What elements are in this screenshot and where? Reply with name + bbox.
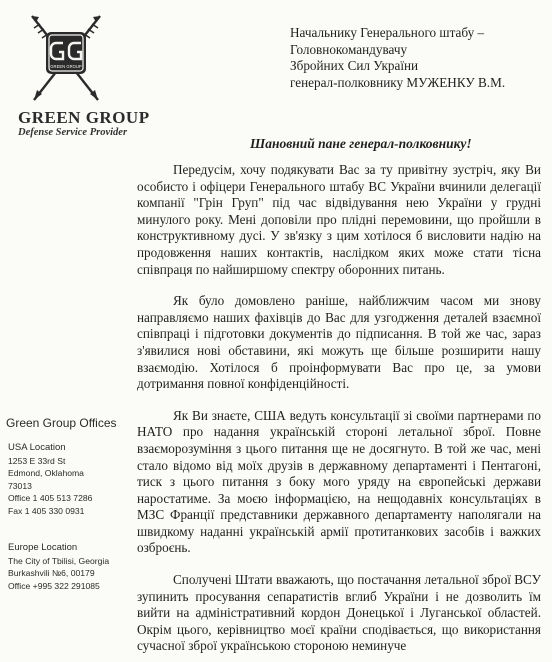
phone-line: Office +995 322 291085 xyxy=(8,580,100,591)
location-title: Europe Location xyxy=(8,542,78,553)
paragraph: Передусім, хочу подякувати Вас за ту привітну зустріч, яку Ви особисто і офіцери Генерального штабу ВС України вчинили делегації компанії "Грін Груп" під час відвідування нею України у грудні минулого року. Мені доповіли про плідні перемовини, що пройшли в конструктивному дусі. У зв'язку з цим хотілося б висловити надію на продовження наших контактів, наслідком яких може стати тісна співпраця по найширшому спектру оборонних питань. xyxy=(137,162,541,277)
address-line: Burkashvili №6, 00179 xyxy=(8,568,95,578)
phone-line: Office 1 405 513 7286 xyxy=(8,493,93,503)
addressee-line: генерал-полковнику МУЖЕНКУ В.М. xyxy=(290,74,506,90)
offices-sidebar xyxy=(6,416,131,592)
address-line: 1253 E 33rd St xyxy=(8,455,66,466)
svg-text:GREEN GROUP: GREEN GROUP xyxy=(50,64,82,69)
salutation: Шановний пане генерал-полковнику! xyxy=(250,136,472,151)
addressee-line: Збройних Сил України xyxy=(290,58,419,74)
letter-body xyxy=(137,162,541,655)
fax-line: Fax 1 405 330 0931 xyxy=(8,505,85,516)
company-logo xyxy=(18,8,150,138)
paragraph: Сполучені Штати вважають, що постачання летальної зброї ВСУ зупинить просування сепаратистів вглиб України і не дозволить їм вийти на адміністративний кордон Донецької і Луганської областей. Окрім цього, керівництво моєї країни сподівається, що використання сучасної зброї українською стороною неминуче xyxy=(137,572,541,654)
gg-emblem-icon xyxy=(26,8,106,106)
brand-name: GREEN GROUP xyxy=(18,108,150,127)
address-line: Edmond, Oklahoma xyxy=(8,468,84,478)
paragraph: Як Ви знаєте, США ведуть консультації зі своїми партнерами по НАТО про надання українській стороні летальної зброї. Повне взаєморозуміння з цього питання ще не досягнуто. В той же час, мені стало відомо від моїх друзів в державному департаменті і Пентагоні, тиск з цього питання з боку мого уряду на європейські держави наростатиме. За моєю інформацією, на нещодавніх консультаціях в МЗС Франції представники державного департаменту наполягали на швидкому наданні українській армії протитанкових засобів і важких озброєнь. xyxy=(137,407,541,556)
address-line: 73013 xyxy=(8,480,32,491)
addressee-line: Начальнику Генерального штабу – xyxy=(290,25,485,40)
location-title: USA Location xyxy=(8,442,66,453)
addressee-block xyxy=(290,25,550,91)
europe-location xyxy=(6,542,131,592)
usa-location xyxy=(6,442,131,517)
paragraph: Як було домовлено раніше, найближчим часом ми знову направляємо наших фахівців до Вас для узгодження деталей взаємної співпраці і підготовки документів до підписання. В той же час, зараз з'явилися нові обставини, які можуть ще більше розширити нашу взаємодію. Хотілося б проінформувати Вас про це, за умови дотримання повної конфіденційності. xyxy=(137,293,541,392)
brand-tagline: Defense Service Provider xyxy=(18,127,128,138)
addressee-line: Головнокомандувачу xyxy=(290,41,408,57)
address-line: The City of Tbilisi, Georgia xyxy=(8,555,110,566)
offices-heading: Green Group Offices xyxy=(6,416,117,430)
